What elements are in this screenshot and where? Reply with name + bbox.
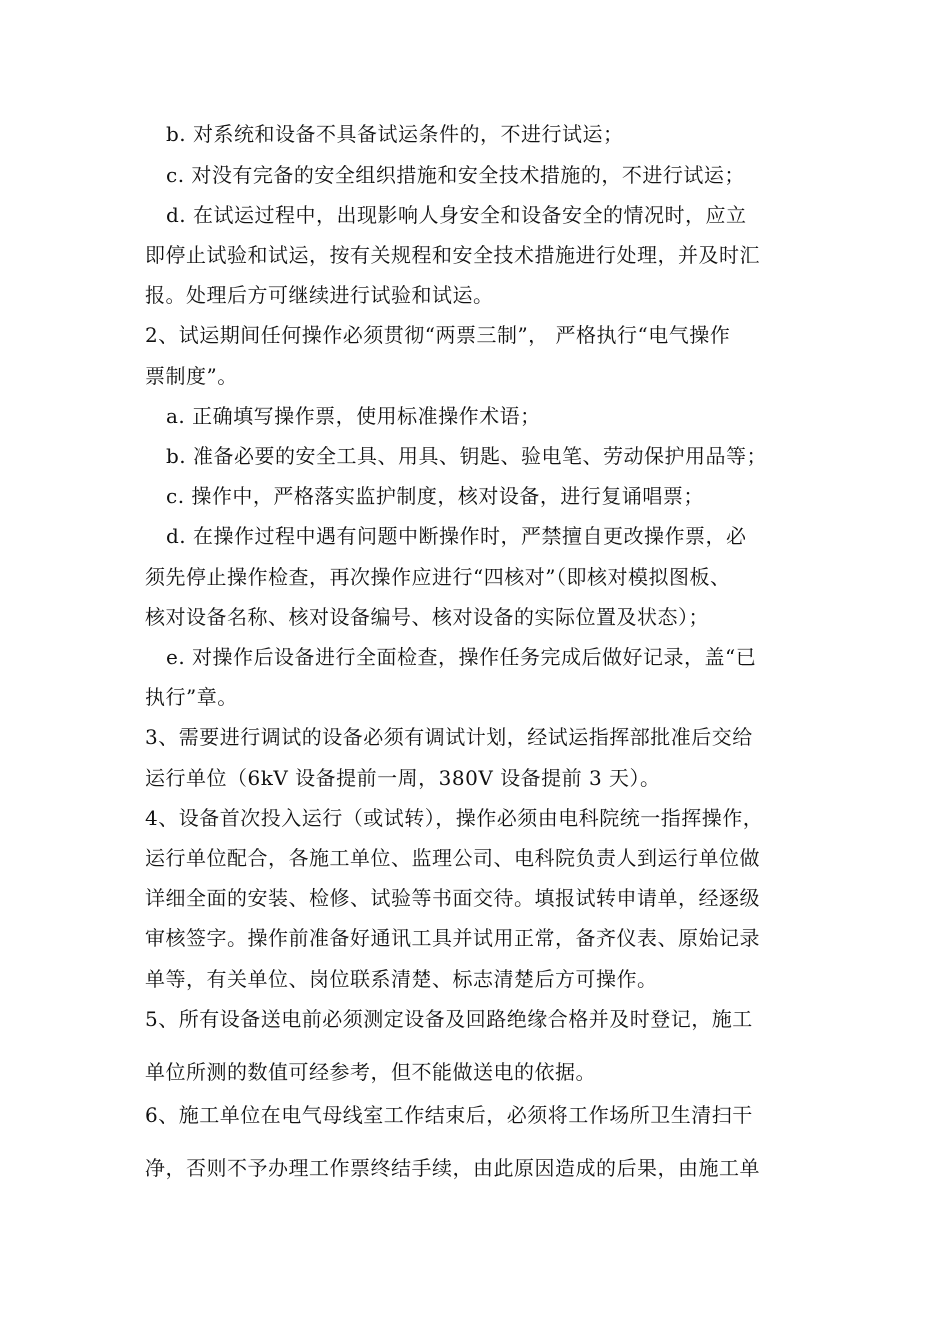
text-line-10: c. 操作中，严格落实监护制度，核对设备，进行复诵唱票； bbox=[166, 484, 704, 508]
text-line-16: 3、需要进行调试的设备必须有调试计划，经试运指挥部批准后交给 bbox=[145, 725, 753, 749]
text-line-22: 单等，有关单位、岗位联系清楚、标志清楚后方可操作。 bbox=[145, 967, 658, 991]
text-line-20: 详细全面的安装、检修、试验等书面交待。填报试转申请单，经逐级 bbox=[145, 886, 760, 910]
text-line-5: 报。处理后方可继续进行试验和试运。 bbox=[145, 283, 494, 307]
text-line-6: 2、试运期间任何操作必须贯彻“两票三制”， 严格执行“电气操作 bbox=[145, 323, 731, 347]
text-line-11: d. 在操作过程中遇有问题中断操作时，严禁擅自更改操作票，必 bbox=[166, 524, 747, 548]
text-line-21: 审核签字。操作前准备好通讯工具并试用正常，备齐仪表、原始记录 bbox=[145, 926, 760, 950]
text-line-3: d. 在试运过程中，出现影响人身安全和设备安全的情况时，应立 bbox=[166, 203, 747, 227]
text-line-9: b. 准备必要的安全工具、用具、钥匙、验电笔、劳动保护用品等； bbox=[166, 444, 768, 468]
text-line-25: 6、施工单位在电气母线室工作结束后，必须将工作场所卫生清扫干 bbox=[145, 1103, 753, 1127]
text-line-7: 票制度”。 bbox=[145, 364, 238, 388]
text-line-4: 即停止试验和试运，按有关规程和安全技术措施进行处理，并及时汇 bbox=[145, 243, 760, 267]
text-line-19: 运行单位配合，各施工单位、监理公司、电科院负责人到运行单位做 bbox=[145, 846, 760, 870]
text-line-15: 执行”章。 bbox=[145, 685, 238, 709]
text-line-2: c. 对没有完备的安全组织措施和安全技术措施的，不进行试运； bbox=[166, 163, 745, 187]
text-line-8: a. 正确填写操作票，使用标准操作术语； bbox=[166, 404, 541, 428]
text-line-23: 5、所有设备送电前必须测定设备及回路绝缘合格并及时登记，施工 bbox=[145, 1007, 753, 1031]
text-line-12: 须先停止操作检查，再次操作应进行“四核对”（即核对模拟图板、 bbox=[145, 565, 731, 589]
text-line-17: 运行单位（6kV 设备提前一周，380V 设备提前 3 天）。 bbox=[145, 766, 661, 790]
text-line-18: 4、设备首次投入运行（或试转），操作必须由电科院统一指挥操作， bbox=[145, 806, 764, 830]
text-line-26: 净，否则不予办理工作票终结手续，由此原因造成的后果，由施工单 bbox=[145, 1156, 760, 1180]
text-line-14: e. 对操作后设备进行全面检查，操作任务完成后做好记录，盖“已 bbox=[166, 645, 757, 669]
text-line-13: 核对设备名称、核对设备编号、核对设备的实际位置及状态）； bbox=[145, 605, 709, 629]
text-line-1: b. 对系统和设备不具备试运条件的，不进行试运； bbox=[166, 122, 624, 146]
text-line-24: 单位所测的数值可经参考，但不能做送电的依据。 bbox=[145, 1060, 596, 1084]
